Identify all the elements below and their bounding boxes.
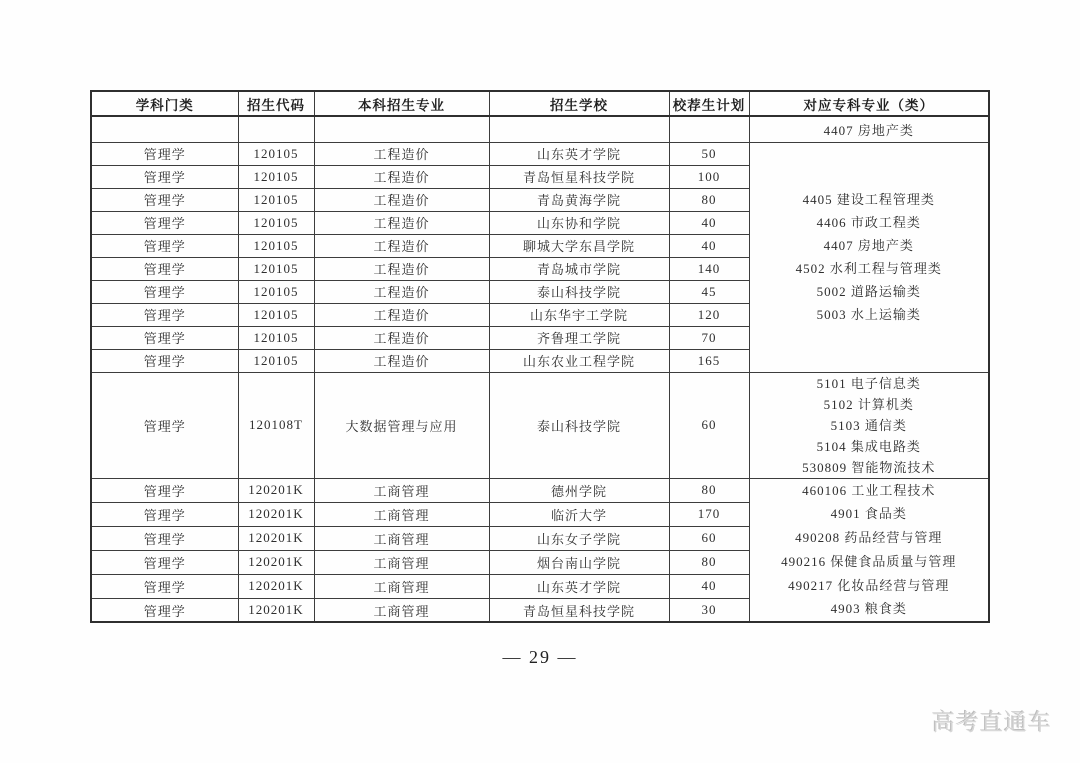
plan-cell: 70 bbox=[669, 326, 749, 349]
school-cell: 青岛城市学院 bbox=[489, 257, 669, 280]
category-cell: 管理学 bbox=[91, 280, 238, 303]
school-cell: 齐鲁理工学院 bbox=[489, 326, 669, 349]
major-cell: 工程造价 bbox=[314, 303, 489, 326]
school-cell: 山东农业工程学院 bbox=[489, 349, 669, 372]
empty-cell bbox=[489, 116, 669, 142]
code-cell: 120108T bbox=[238, 372, 314, 478]
school-cell: 泰山科技学院 bbox=[489, 372, 669, 478]
major-cell: 工程造价 bbox=[314, 142, 489, 165]
major-cell: 工程造价 bbox=[314, 211, 489, 234]
category-cell: 管理学 bbox=[91, 142, 238, 165]
major-cell: 工商管理 bbox=[314, 502, 489, 526]
major-line: 4405 建设工程管理类 bbox=[802, 192, 935, 207]
plan-cell: 80 bbox=[669, 188, 749, 211]
header-school: 招生学校 bbox=[489, 91, 669, 116]
major-cell: 工程造价 bbox=[314, 280, 489, 303]
major-line: 4406 市政工程类 bbox=[816, 215, 921, 230]
code-cell: 120105 bbox=[238, 280, 314, 303]
category-cell: 管理学 bbox=[91, 550, 238, 574]
header-code: 招生代码 bbox=[238, 91, 314, 116]
category-cell: 管理学 bbox=[91, 303, 238, 326]
code-cell: 120105 bbox=[238, 257, 314, 280]
major-line: 5104 集成电路类 bbox=[816, 438, 921, 454]
major-cell: 工程造价 bbox=[314, 326, 489, 349]
major-cell: 工商管理 bbox=[314, 574, 489, 598]
code-cell: 120105 bbox=[238, 188, 314, 211]
major-cell: 工商管理 bbox=[314, 550, 489, 574]
school-cell: 青岛黄海学院 bbox=[489, 188, 669, 211]
major-cell: 工程造价 bbox=[314, 257, 489, 280]
table-row-carryover bbox=[91, 116, 989, 142]
major-cell: 工商管理 bbox=[314, 526, 489, 550]
empty-cell bbox=[314, 116, 489, 142]
code-cell: 120105 bbox=[238, 303, 314, 326]
plan-cell: 30 bbox=[669, 598, 749, 622]
plan-cell: 170 bbox=[669, 502, 749, 526]
code-cell: 120201K bbox=[238, 598, 314, 622]
table-row bbox=[91, 478, 989, 502]
matching-majors-cell: 4407 房地产类 bbox=[749, 116, 989, 142]
school-cell: 山东英才学院 bbox=[489, 142, 669, 165]
major-line: 490216 保健食品质量与管理 bbox=[781, 553, 957, 569]
code-cell: 120105 bbox=[238, 234, 314, 257]
category-cell: 管理学 bbox=[91, 349, 238, 372]
plan-cell: 120 bbox=[669, 303, 749, 326]
category-cell: 管理学 bbox=[91, 326, 238, 349]
major-cell: 工程造价 bbox=[314, 349, 489, 372]
school-cell: 青岛恒星科技学院 bbox=[489, 165, 669, 188]
plan-cell: 45 bbox=[669, 280, 749, 303]
major-line: 5003 水上运输类 bbox=[816, 307, 921, 322]
major-line: 5103 通信类 bbox=[830, 417, 907, 433]
code-cell: 120201K bbox=[238, 502, 314, 526]
major-cell: 工商管理 bbox=[314, 478, 489, 502]
category-cell: 管理学 bbox=[91, 574, 238, 598]
empty-cell bbox=[91, 116, 238, 142]
page-number: — 29 — bbox=[502, 647, 578, 667]
school-cell: 临沂大学 bbox=[489, 502, 669, 526]
code-cell: 120201K bbox=[238, 574, 314, 598]
code-cell: 120201K bbox=[238, 478, 314, 502]
school-cell: 山东女子学院 bbox=[489, 526, 669, 550]
school-cell: 聊城大学东昌学院 bbox=[489, 234, 669, 257]
matching-majors-cell bbox=[749, 142, 989, 372]
category-cell: 管理学 bbox=[91, 234, 238, 257]
school-cell: 泰山科技学院 bbox=[489, 280, 669, 303]
code-cell: 120105 bbox=[238, 165, 314, 188]
plan-cell: 50 bbox=[669, 142, 749, 165]
major-cell: 工商管理 bbox=[314, 598, 489, 622]
empty-cell bbox=[238, 116, 314, 142]
school-cell: 德州学院 bbox=[489, 478, 669, 502]
category-cell: 管理学 bbox=[91, 188, 238, 211]
school-cell: 烟台南山学院 bbox=[489, 550, 669, 574]
major-cell: 工程造价 bbox=[314, 234, 489, 257]
major-line: 4903 粮食类 bbox=[830, 601, 907, 617]
category-cell: 管理学 bbox=[91, 526, 238, 550]
table-row bbox=[91, 372, 989, 478]
code-cell: 120201K bbox=[238, 526, 314, 550]
code-cell: 120201K bbox=[238, 550, 314, 574]
admissions-table bbox=[90, 90, 990, 623]
plan-cell: 40 bbox=[669, 234, 749, 257]
major-line: 460106 工业工程技术 bbox=[802, 482, 936, 498]
major-line: 490217 化妆品经营与管理 bbox=[788, 577, 950, 593]
table-header-row bbox=[91, 91, 989, 116]
major-line: 4901 食品类 bbox=[830, 506, 907, 522]
header-matching-majors: 对应专科专业（类） bbox=[749, 91, 989, 116]
watermark: 高考直通车 bbox=[932, 709, 1052, 735]
plan-cell: 40 bbox=[669, 574, 749, 598]
header-plan: 校荐生计划 bbox=[669, 91, 749, 116]
major-cell: 工程造价 bbox=[314, 188, 489, 211]
plan-cell: 140 bbox=[669, 257, 749, 280]
matching-majors-cell bbox=[749, 372, 989, 478]
code-cell: 120105 bbox=[238, 211, 314, 234]
plan-cell: 60 bbox=[669, 526, 749, 550]
empty-cell bbox=[669, 116, 749, 142]
matching-majors-cell bbox=[749, 478, 989, 622]
category-cell: 管理学 bbox=[91, 165, 238, 188]
major-line: 4502 水利工程与管理类 bbox=[795, 261, 942, 276]
category-cell: 管理学 bbox=[91, 598, 238, 622]
plan-cell: 100 bbox=[669, 165, 749, 188]
plan-cell: 60 bbox=[669, 372, 749, 478]
major-line: 5102 计算机类 bbox=[823, 396, 914, 412]
code-cell: 120105 bbox=[238, 349, 314, 372]
header-category: 学科门类 bbox=[91, 91, 238, 116]
major-line: 5101 电子信息类 bbox=[816, 375, 921, 391]
major-line: 530809 智能物流技术 bbox=[802, 459, 936, 475]
school-cell: 山东华宇工学院 bbox=[489, 303, 669, 326]
code-cell: 120105 bbox=[238, 326, 314, 349]
major-cell: 大数据管理与应用 bbox=[314, 372, 489, 478]
school-cell: 山东英才学院 bbox=[489, 574, 669, 598]
school-cell: 青岛恒星科技学院 bbox=[489, 598, 669, 622]
major-line: 4407 房地产类 bbox=[823, 238, 914, 253]
plan-cell: 40 bbox=[669, 211, 749, 234]
major-line: 490208 药品经营与管理 bbox=[795, 530, 943, 546]
category-cell: 管理学 bbox=[91, 257, 238, 280]
category-cell: 管理学 bbox=[91, 211, 238, 234]
code-cell: 120105 bbox=[238, 142, 314, 165]
plan-cell: 80 bbox=[669, 550, 749, 574]
category-cell: 管理学 bbox=[91, 372, 238, 478]
major-cell: 工程造价 bbox=[314, 165, 489, 188]
school-cell: 山东协和学院 bbox=[489, 211, 669, 234]
plan-cell: 165 bbox=[669, 349, 749, 372]
header-major: 本科招生专业 bbox=[314, 91, 489, 116]
table-row bbox=[91, 142, 989, 165]
category-cell: 管理学 bbox=[91, 478, 238, 502]
major-line: 5002 道路运输类 bbox=[816, 284, 921, 299]
plan-cell: 80 bbox=[669, 478, 749, 502]
category-cell: 管理学 bbox=[91, 502, 238, 526]
